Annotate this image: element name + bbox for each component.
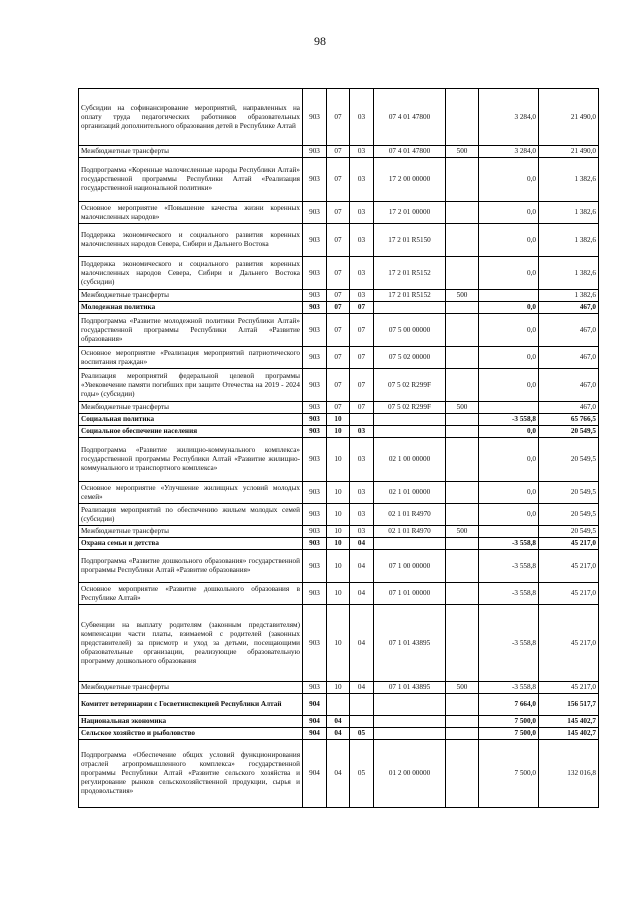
row-amount-1: 0,0 xyxy=(479,224,539,257)
row-amount-2: 20 549,5 xyxy=(539,526,599,538)
table-row xyxy=(79,482,599,504)
row-amount-1: 0,0 xyxy=(479,302,539,314)
row-subsection xyxy=(350,414,374,426)
row-amount-2: 20 549,5 xyxy=(539,482,599,504)
row-name: Поддержка экономического и социального развития коренных малочисленных народов Севера, Сибири и Дальнего Востока (субсидии) xyxy=(79,257,303,290)
row-section: 10 xyxy=(327,550,350,583)
row-expense-type xyxy=(446,314,479,347)
row-subsection: 03 xyxy=(350,438,374,482)
row-section: 07 xyxy=(327,257,350,290)
row-amount-1: 0,0 xyxy=(479,158,539,202)
row-amount-1: 0,0 xyxy=(479,314,539,347)
row-subsection: 03 xyxy=(350,482,374,504)
row-section: 07 xyxy=(327,302,350,314)
row-target-item: 02 1 01 00000 xyxy=(374,482,446,504)
row-name: Подпрограмма «Развитие молодежной политики Республики Алтай» государственной программы Республики Алтай «Развитие образования» xyxy=(79,314,303,347)
table-row xyxy=(79,158,599,202)
table-row xyxy=(79,438,599,482)
table-row xyxy=(79,224,599,257)
row-amount-2: 20 549,5 xyxy=(539,426,599,438)
row-ministry: 903 xyxy=(303,402,327,414)
row-expense-type xyxy=(446,740,479,808)
row-subsection: 03 xyxy=(350,504,374,526)
row-amount-1: 0,0 xyxy=(479,482,539,504)
row-ministry: 903 xyxy=(303,224,327,257)
table-row xyxy=(79,740,599,808)
row-target-item: 02 1 00 00000 xyxy=(374,438,446,482)
row-section: 10 xyxy=(327,426,350,438)
row-subsection: 04 xyxy=(350,583,374,605)
row-amount-2: 1 382,6 xyxy=(539,257,599,290)
row-name: Социальное обеспечение населения xyxy=(79,426,303,438)
row-ministry: 903 xyxy=(303,504,327,526)
row-amount-2: 145 402,7 xyxy=(539,728,599,740)
row-amount-2: 45 217,0 xyxy=(539,682,599,694)
row-subsection: 03 xyxy=(350,257,374,290)
row-expense-type xyxy=(446,202,479,224)
table-row xyxy=(79,314,599,347)
table-row xyxy=(79,716,599,728)
row-target-item xyxy=(374,538,446,550)
row-subsection: 07 xyxy=(350,314,374,347)
table-row xyxy=(79,538,599,550)
row-amount-2: 45 217,0 xyxy=(539,538,599,550)
row-subsection: 04 xyxy=(350,550,374,583)
row-name: Поддержка экономического и социального развития коренных малочисленных народов Севера, Сибири и Дальнего Востока xyxy=(79,224,303,257)
row-section: 10 xyxy=(327,482,350,504)
row-amount-2: 467,0 xyxy=(539,369,599,402)
table-row xyxy=(79,605,599,682)
row-ministry: 903 xyxy=(303,605,327,682)
row-subsection: 03 xyxy=(350,146,374,158)
row-expense-type xyxy=(446,224,479,257)
row-section: 07 xyxy=(327,290,350,302)
row-target-item: 01 2 00 00000 xyxy=(374,740,446,808)
row-subsection: 03 xyxy=(350,526,374,538)
row-expense-type xyxy=(446,438,479,482)
row-expense-type xyxy=(446,257,479,290)
row-section: 07 xyxy=(327,369,350,402)
table-row xyxy=(79,290,599,302)
budget-table xyxy=(78,88,599,808)
row-expense-type: 500 xyxy=(446,290,479,302)
row-expense-type xyxy=(446,426,479,438)
row-name: Основное мероприятие «Повышение качества жизни коренных малочисленных народов» xyxy=(79,202,303,224)
row-amount-2: 467,0 xyxy=(539,347,599,369)
row-subsection: 07 xyxy=(350,347,374,369)
row-target-item xyxy=(374,728,446,740)
row-ministry: 904 xyxy=(303,694,327,716)
row-section: 07 xyxy=(327,158,350,202)
row-ministry: 903 xyxy=(303,526,327,538)
row-section: 10 xyxy=(327,438,350,482)
row-amount-1: -3 558,8 xyxy=(479,682,539,694)
row-subsection xyxy=(350,694,374,716)
row-ministry: 904 xyxy=(303,740,327,808)
row-amount-2: 21 490,0 xyxy=(539,89,599,146)
row-section: 10 xyxy=(327,605,350,682)
row-ministry: 903 xyxy=(303,583,327,605)
row-target-item xyxy=(374,302,446,314)
row-expense-type xyxy=(446,716,479,728)
row-target-item: 07 5 00 00000 xyxy=(374,314,446,347)
row-ministry: 903 xyxy=(303,290,327,302)
row-ministry: 903 xyxy=(303,202,327,224)
row-target-item: 17 2 01 R5152 xyxy=(374,290,446,302)
row-subsection: 03 xyxy=(350,426,374,438)
table-row xyxy=(79,202,599,224)
row-ministry: 903 xyxy=(303,158,327,202)
row-expense-type xyxy=(446,302,479,314)
row-amount-2: 467,0 xyxy=(539,402,599,414)
row-amount-1: 0,0 xyxy=(479,257,539,290)
row-name: Реализация мероприятий федеральной целевой программы «Увековечение памяти погибших при защите Отечества на 2019 - 2024 годы» (субсидии) xyxy=(79,369,303,402)
row-name: Подпрограмма «Обеспечение общих условий функционирования отраслей агропромышленного комплекса» государственной программы Республики Алтай «Развитие сельского хозяйства и регулирование рынков сельскохозяйственной продукции, сырья и продовольствия» xyxy=(79,740,303,808)
row-target-item xyxy=(374,716,446,728)
row-section: 10 xyxy=(327,682,350,694)
table-row xyxy=(79,89,599,146)
row-amount-1: -3 558,8 xyxy=(479,583,539,605)
row-expense-type xyxy=(446,414,479,426)
row-section: 10 xyxy=(327,538,350,550)
row-target-item: 07 4 01 47800 xyxy=(374,146,446,158)
row-amount-2: 20 549,5 xyxy=(539,504,599,526)
row-name: Социальная политика xyxy=(79,414,303,426)
row-section xyxy=(327,694,350,716)
row-subsection: 05 xyxy=(350,728,374,740)
row-amount-1: 7 664,0 xyxy=(479,694,539,716)
table-row xyxy=(79,682,599,694)
table-row xyxy=(79,257,599,290)
row-amount-2: 132 016,8 xyxy=(539,740,599,808)
row-section: 10 xyxy=(327,414,350,426)
row-name: Субсидии на софинансирование мероприятий, направленных на оплату труда педагогических работников образовательных организаций дополнительного образования детей в Республике Алтай xyxy=(79,89,303,146)
row-ministry: 903 xyxy=(303,89,327,146)
row-subsection: 04 xyxy=(350,682,374,694)
page-number: 98 xyxy=(314,34,326,48)
row-ministry: 903 xyxy=(303,146,327,158)
row-amount-2: 1 382,6 xyxy=(539,158,599,202)
row-amount-1: -3 558,8 xyxy=(479,605,539,682)
row-name: Основное мероприятие «Развитие дошкольного образования в Республике Алтай» xyxy=(79,583,303,605)
row-target-item: 17 2 01 R5152 xyxy=(374,257,446,290)
row-ministry: 903 xyxy=(303,414,327,426)
table-row xyxy=(79,302,599,314)
row-section: 10 xyxy=(327,526,350,538)
row-ministry: 903 xyxy=(303,438,327,482)
row-ministry: 903 xyxy=(303,347,327,369)
table-row xyxy=(79,728,599,740)
row-name: Реализация мероприятий по обеспечению жильем молодых семей (субсидии) xyxy=(79,504,303,526)
row-amount-1: -3 558,8 xyxy=(479,550,539,583)
row-section: 07 xyxy=(327,202,350,224)
table-row xyxy=(79,504,599,526)
row-subsection: 03 xyxy=(350,202,374,224)
row-target-item: 17 2 00 00000 xyxy=(374,158,446,202)
table-row xyxy=(79,694,599,716)
row-amount-1: 0,0 xyxy=(479,369,539,402)
row-amount-2: 45 217,0 xyxy=(539,583,599,605)
row-ministry: 904 xyxy=(303,728,327,740)
row-target-item: 07 4 01 47800 xyxy=(374,89,446,146)
row-amount-1: 3 284,0 xyxy=(479,89,539,146)
row-expense-type xyxy=(446,504,479,526)
row-name: Сельское хозяйство и рыболовство xyxy=(79,728,303,740)
row-amount-2: 156 517,7 xyxy=(539,694,599,716)
row-ministry: 903 xyxy=(303,538,327,550)
row-name: Межбюджетные трансферты xyxy=(79,402,303,414)
row-amount-2: 20 549,5 xyxy=(539,438,599,482)
row-target-item: 07 1 01 43895 xyxy=(374,605,446,682)
row-amount-2: 1 382,6 xyxy=(539,202,599,224)
row-expense-type xyxy=(446,728,479,740)
table-row xyxy=(79,414,599,426)
row-target-item xyxy=(374,414,446,426)
row-amount-1 xyxy=(479,526,539,538)
table-row xyxy=(79,426,599,438)
row-name: Основное мероприятие «Улучшение жилищных условий молодых семей» xyxy=(79,482,303,504)
row-amount-1 xyxy=(479,290,539,302)
row-amount-1: 3 284,0 xyxy=(479,146,539,158)
row-amount-1: 7 500,0 xyxy=(479,728,539,740)
row-subsection: 03 xyxy=(350,158,374,202)
row-section: 07 xyxy=(327,89,350,146)
row-amount-1: -3 558,8 xyxy=(479,414,539,426)
table-row xyxy=(79,550,599,583)
row-expense-type xyxy=(446,369,479,402)
row-subsection: 04 xyxy=(350,538,374,550)
row-section: 07 xyxy=(327,402,350,414)
row-subsection: 03 xyxy=(350,224,374,257)
row-target-item: 07 5 02 R299F xyxy=(374,402,446,414)
row-amount-1: 7 500,0 xyxy=(479,716,539,728)
row-expense-type xyxy=(446,583,479,605)
row-amount-1: 0,0 xyxy=(479,504,539,526)
row-section: 10 xyxy=(327,504,350,526)
row-ministry: 903 xyxy=(303,426,327,438)
row-amount-1 xyxy=(479,402,539,414)
row-name: Национальная экономика xyxy=(79,716,303,728)
row-name: Субвенции на выплату родителям (законным представителям) компенсации части платы, взимаемой с родителей (законных представителей) за присмотр и уход за детьми, посещающими образовательные организации, реализующие образовательную программу дошкольного образования xyxy=(79,605,303,682)
row-expense-type: 500 xyxy=(446,526,479,538)
table-row xyxy=(79,526,599,538)
row-expense-type xyxy=(446,538,479,550)
row-section: 07 xyxy=(327,314,350,347)
row-amount-1: 0,0 xyxy=(479,202,539,224)
row-target-item: 07 5 02 R299F xyxy=(374,369,446,402)
row-subsection: 03 xyxy=(350,290,374,302)
row-amount-2: 1 382,6 xyxy=(539,224,599,257)
row-ministry: 903 xyxy=(303,369,327,402)
row-name: Комитет ветеринарии с Госветинспекцией Республики Алтай xyxy=(79,694,303,716)
row-ministry: 903 xyxy=(303,257,327,290)
row-target-item xyxy=(374,426,446,438)
row-target-item: 07 5 02 00000 xyxy=(374,347,446,369)
row-ministry: 903 xyxy=(303,314,327,347)
row-name: Подпрограмма «Развитие жилищно-коммунального комплекса» государственной программы Республики Алтай «Развитие жилищно-коммунального и транспортного комплекса» xyxy=(79,438,303,482)
row-ministry: 904 xyxy=(303,716,327,728)
row-expense-type xyxy=(446,605,479,682)
row-ministry: 903 xyxy=(303,482,327,504)
row-target-item: 17 2 01 00000 xyxy=(374,202,446,224)
row-target-item: 02 1 01 R4970 xyxy=(374,504,446,526)
row-expense-type: 500 xyxy=(446,402,479,414)
row-expense-type xyxy=(446,550,479,583)
row-subsection: 04 xyxy=(350,605,374,682)
table-row xyxy=(79,369,599,402)
row-target-item: 07 1 01 00000 xyxy=(374,583,446,605)
row-ministry: 903 xyxy=(303,550,327,583)
row-section: 07 xyxy=(327,146,350,158)
row-amount-2: 45 217,0 xyxy=(539,605,599,682)
row-expense-type: 500 xyxy=(446,682,479,694)
row-name: Межбюджетные трансферты xyxy=(79,682,303,694)
row-target-item: 07 1 01 43895 xyxy=(374,682,446,694)
row-section: 04 xyxy=(327,740,350,808)
row-subsection xyxy=(350,716,374,728)
row-name: Межбюджетные трансферты xyxy=(79,526,303,538)
row-subsection: 03 xyxy=(350,89,374,146)
row-target-item: 02 1 01 R4970 xyxy=(374,526,446,538)
row-name: Подпрограмма «Развитие дошкольного образования» государственной программы Республики Алтай «Развитие образования» xyxy=(79,550,303,583)
row-subsection: 07 xyxy=(350,302,374,314)
row-amount-2: 467,0 xyxy=(539,302,599,314)
row-ministry: 903 xyxy=(303,682,327,694)
row-amount-1: 0,0 xyxy=(479,426,539,438)
row-amount-1: 0,0 xyxy=(479,347,539,369)
table-row xyxy=(79,402,599,414)
row-target-item: 17 2 01 R5150 xyxy=(374,224,446,257)
table-row xyxy=(79,146,599,158)
row-section: 07 xyxy=(327,224,350,257)
row-amount-1: -3 558,8 xyxy=(479,538,539,550)
row-amount-2: 21 490,0 xyxy=(539,146,599,158)
row-name: Основное мероприятие «Реализация мероприятий патриотического воспитания граждан» xyxy=(79,347,303,369)
row-section: 07 xyxy=(327,347,350,369)
row-name: Межбюджетные трансферты xyxy=(79,290,303,302)
row-amount-2: 467,0 xyxy=(539,314,599,347)
row-section: 04 xyxy=(327,716,350,728)
row-amount-1: 0,0 xyxy=(479,438,539,482)
budget-table-body xyxy=(79,89,599,808)
row-amount-2: 45 217,0 xyxy=(539,550,599,583)
row-expense-type xyxy=(446,89,479,146)
table-row xyxy=(79,347,599,369)
row-section: 04 xyxy=(327,728,350,740)
row-name: Подпрограмма «Коренные малочисленные народы Республики Алтай» государственной программы Республики Алтай «Реализация государственной национальной политики» xyxy=(79,158,303,202)
row-subsection: 07 xyxy=(350,369,374,402)
row-amount-1: 7 500,0 xyxy=(479,740,539,808)
row-ministry: 903 xyxy=(303,302,327,314)
row-expense-type xyxy=(446,694,479,716)
row-expense-type: 500 xyxy=(446,146,479,158)
row-amount-2: 65 766,5 xyxy=(539,414,599,426)
row-expense-type xyxy=(446,347,479,369)
row-name: Охрана семьи и детства xyxy=(79,538,303,550)
row-section: 10 xyxy=(327,583,350,605)
row-amount-2: 145 402,7 xyxy=(539,716,599,728)
row-target-item xyxy=(374,694,446,716)
row-amount-2: 1 382,6 xyxy=(539,290,599,302)
row-name: Молодежная политика xyxy=(79,302,303,314)
row-target-item: 07 1 00 00000 xyxy=(374,550,446,583)
row-subsection: 05 xyxy=(350,740,374,808)
row-subsection: 07 xyxy=(350,402,374,414)
row-expense-type xyxy=(446,158,479,202)
row-name: Межбюджетные трансферты xyxy=(79,146,303,158)
table-row xyxy=(79,583,599,605)
row-expense-type xyxy=(446,482,479,504)
